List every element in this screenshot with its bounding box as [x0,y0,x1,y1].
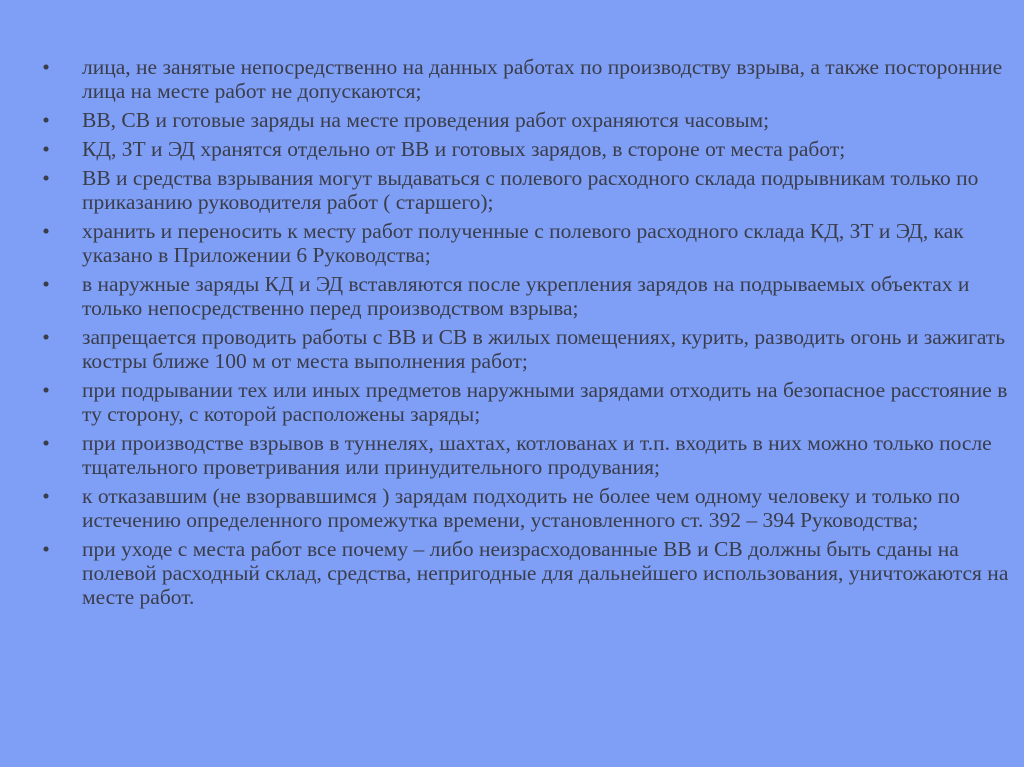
list-item [36,378,1011,426]
list-item [36,55,1011,103]
list-item [36,166,1011,214]
list-item [36,219,1011,267]
list-item [36,137,1011,161]
bullet-marker: • [42,108,50,132]
bullet-marker: • [42,537,50,561]
bullet-marker: • [42,325,50,349]
list-item-text: КД, ЗТ и ЭД хранятся отдельно от ВВ и готовых зарядов, в стороне от места работ; [82,137,846,161]
list-item-text: при производстве взрывов в туннелях, шахтах, котлованах и т.п. входить в них можно только после тщательного проветривания или принудительного продувания; [82,431,992,479]
bullet-marker: • [42,272,50,296]
list-item-text: в наружные заряды КД и ЭД вставляются после укрепления зарядов на подрываемых объектах и только непосредственно перед производством взрыва; [82,272,970,320]
bullet-marker: • [42,378,50,402]
bullet-list [36,55,1011,614]
list-item [36,272,1011,320]
list-item [36,431,1011,479]
list-item-text: лица, не занятые непосредственно на данных работах по производству взрыва, а также посторонние лица на месте работ не допускаются; [82,55,1003,103]
list-item-text: при подрывании тех или иных предметов наружными зарядами отходить на безопасное расстояние в ту сторону, с которой расположены заряды; [82,378,1008,426]
list-item [36,108,1011,132]
bullet-marker: • [42,137,50,161]
bullet-marker: • [42,484,50,508]
list-item-text: ВВ и средства взрывания могут выдаваться с полевого расходного склада подрывникам только по приказанию руководителя работ ( старшего); [82,166,979,214]
list-item-text: при уходе с места работ все почему – либо неизрасходованные ВВ и СВ должны быть сданы на полевой расходный склад, средства, непригодные для дальнейшего использования, уничтожаются на месте работ. [82,537,1009,609]
bullet-marker: • [42,431,50,455]
bullet-marker: • [42,166,50,190]
list-item-text: к отказавшим (не взорвавшимся ) зарядам подходить не более чем одному человеку и только по истечению определенного промежутка времени, установленного ст. 392 – 394 Руководства; [82,484,960,532]
list-item [36,484,1011,532]
list-item-text: хранить и переносить к месту работ полученные с полевого расходного склада КД, ЗТ и ЭД, как указано в Приложении 6 Руководства; [82,219,964,267]
list-item [36,537,1011,609]
bullet-marker: • [42,55,50,79]
list-item-text: ВВ, СВ и готовые заряды на месте проведения работ охраняются часовым; [82,108,770,132]
list-item-text: запрещается проводить работы с ВВ и СВ в жилых помещениях, курить, разводить огонь и зажигать костры ближе 100 м от места выполнения работ; [82,325,1006,373]
list-item [36,325,1011,373]
bullet-marker: • [42,219,50,243]
